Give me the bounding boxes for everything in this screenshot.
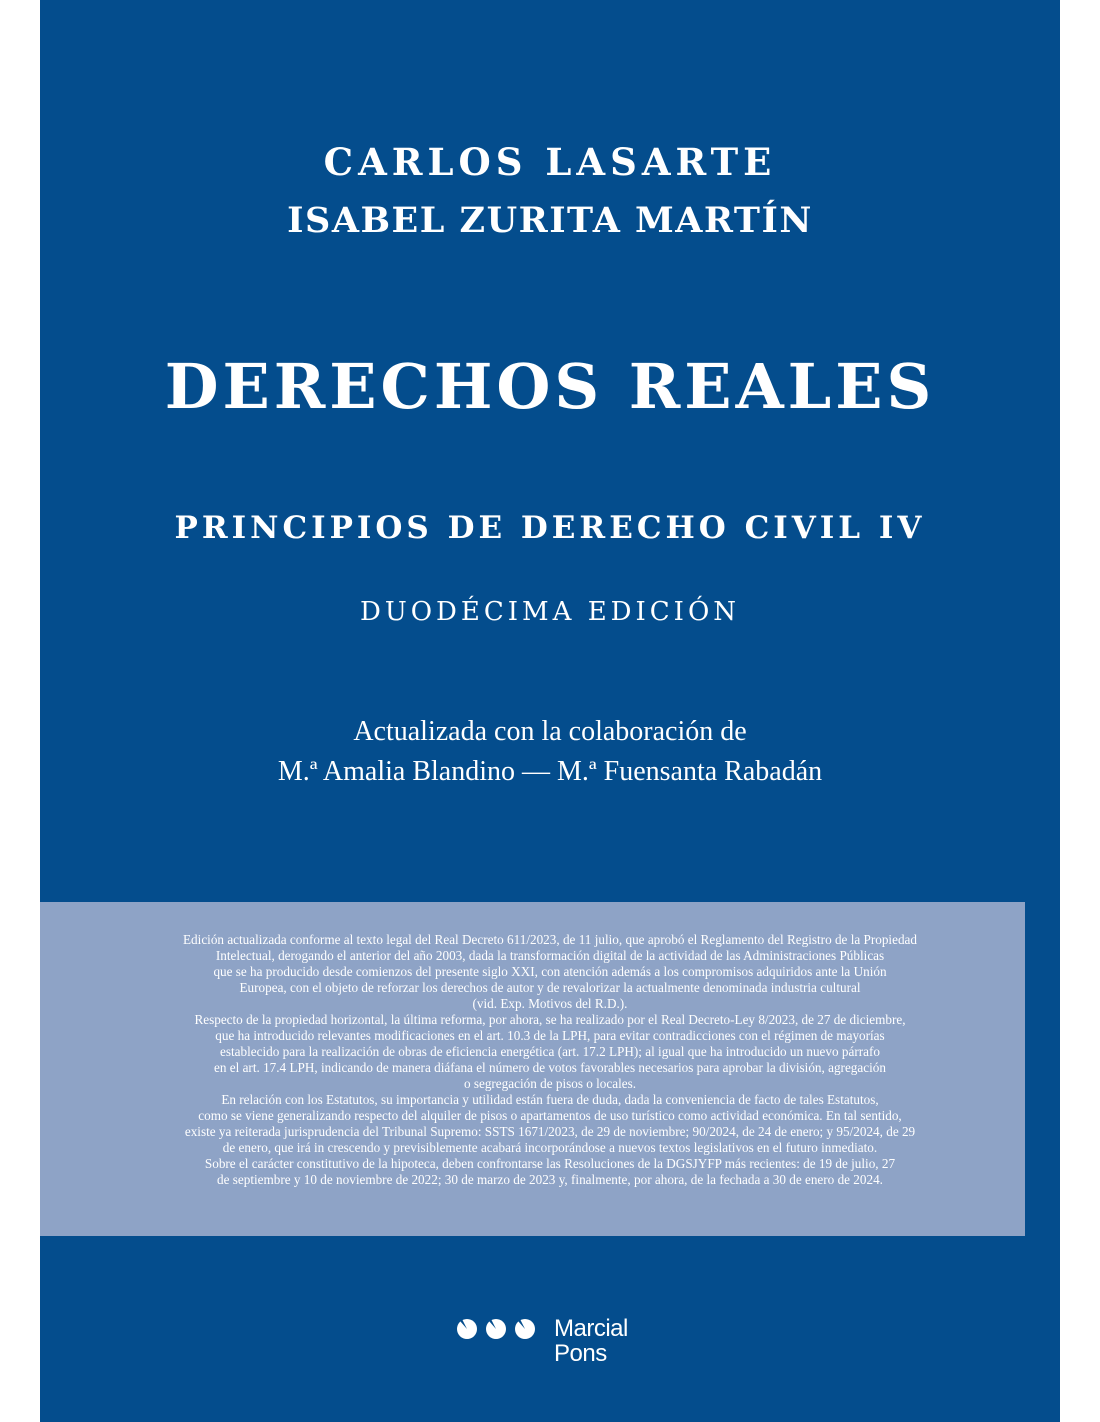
blurb-line: de enero, que irá in crescendo y previsiblemente acabará incorporándose a nuevos textos legislativos en el futuro inmediato. <box>222 1140 878 1155</box>
blurb-line: en el art. 17.4 LPH, indicando de manera diáfana el número de votos favorables necesarios para aprobar la división, agregación <box>214 1060 886 1075</box>
blurb-line: Sobre el carácter constitutivo de la hipoteca, deben confrontarse las Resoluciones de la DGSJYFP más recientes: de 19 de julio, 27 <box>204 1156 896 1171</box>
blurb-line: como se viene generalizando respecto del alquiler de pisos o apartamentos de uso turístico como actividad económica. En tal sentido, <box>198 1108 902 1123</box>
collaborator-names: M.ª Amalia Blandino — M.ª Fuensanta Rabadán <box>277 756 823 787</box>
author-name: CARLOS LASARTE <box>323 140 777 184</box>
blurb-line: Intelectual, derogando el anterior del año 2003, dada la transformación digital de la actividad de las Administraciones Públicas <box>215 948 885 963</box>
publisher-name <box>554 1316 628 1366</box>
blurb-line: que se ha producido desde comienzos del presente siglo XXI, con atención además a los compromisos adquiridos ante la Unión <box>213 964 887 979</box>
blurb-line: Europea, con el objeto de reforzar los derechos de autor y de revalorizar la actualmente denominada industria cultural <box>239 980 861 995</box>
blurb-line: Edición actualizada conforme al texto legal del Real Decreto 611/2023, de 11 julio, que aprobó el Reglamento del Registro de la Propiedad <box>183 932 917 947</box>
book-title: DERECHOS REALES <box>164 350 936 423</box>
blurb-line: existe ya reiterada jurisprudencia del Tribunal Supremo: SSTS 1671/2023, de 29 de noviembre; 90/2024, de 24 de enero; y 95/2024, de 29 <box>184 1124 916 1139</box>
blurb-line: establecido para la realización de obras de eficiencia energética (art. 17.2 LPH); al igual que ha introducido un nuevo párrafo <box>220 1044 880 1059</box>
book-cover <box>40 0 1060 1422</box>
edition-label: DUODÉCIMA EDICIÓN <box>359 597 741 627</box>
publisher-logo <box>456 1316 646 1372</box>
publisher-name-line: Pons <box>554 1340 607 1367</box>
blurb-line: que ha introducido relevantes modificaciones en el art. 10.3 de la LPH, para evitar contradicciones con el régimen de mayorías <box>215 1028 885 1043</box>
blurb-line: Respecto de la propiedad horizontal, la última reforma, por ahora, se ha realizado por el Real Decreto-Ley 8/2023, de 27 de diciembre, <box>194 1012 906 1027</box>
blurb-line: (vid. Exp. Motivos del R.D.). <box>472 996 628 1011</box>
blurb-line: En relación con los Estatutos, su importancia y utilidad están fuera de duda, dada la conveniencia de facto de tales Estatutos, <box>221 1092 879 1107</box>
author-name: ISABEL ZURITA MARTÍN <box>287 200 813 241</box>
blurb-line: de septiembre y 10 de noviembre de 2022; 30 de marzo de 2023 y, finalmente, por ahora, de la fechada a 30 de enero de 2024. <box>217 1172 883 1187</box>
publisher-name-line: Marcial <box>554 1315 628 1342</box>
book-subtitle: PRINCIPIOS DE DERECHO CIVIL IV <box>174 510 926 546</box>
three-dots-logo-icon <box>456 1318 544 1340</box>
blurb-line: o segregación de pisos o locales. <box>463 1076 637 1091</box>
collaboration-intro: Actualizada con la colaboración de <box>353 716 747 747</box>
